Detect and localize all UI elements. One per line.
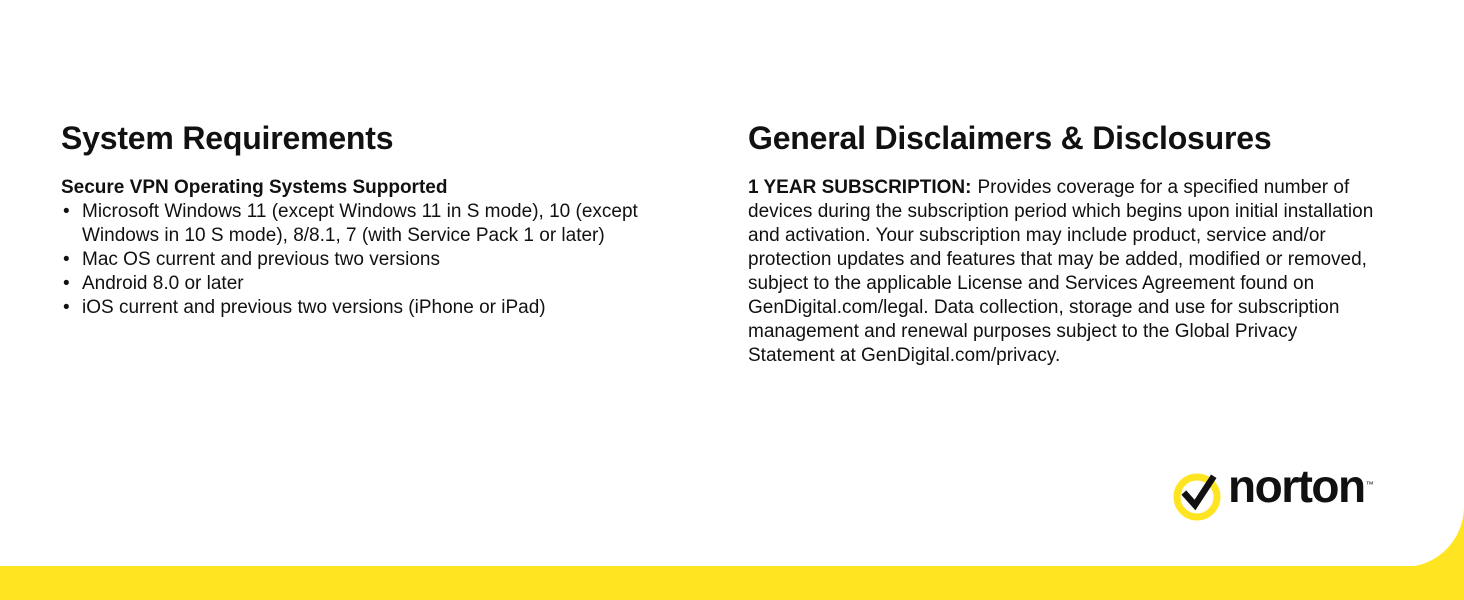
bullet: •	[63, 201, 70, 222]
bullet: •	[63, 297, 70, 318]
checkmark-circle-icon	[1172, 471, 1222, 521]
list-item-text: Android 8.0 or later	[82, 273, 244, 294]
logo-text: norton	[1228, 460, 1365, 512]
disclaimers-heading: General Disclaimers & Disclosures	[748, 120, 1272, 156]
system-requirements-section	[61, 118, 711, 320]
bullet: •	[63, 249, 70, 270]
list-item-text: Mac OS current and previous two versions	[82, 249, 440, 270]
list-item	[61, 248, 711, 272]
trademark-symbol: ™	[1365, 480, 1374, 489]
list-item	[61, 272, 711, 296]
yellow-corner-curve	[1404, 506, 1464, 567]
list-item-text: Microsoft Windows 11 (except Windows 11 in S mode), 10 (except Windows in 10 S mode), 8/8.1, 7 (with Service Pack 1 or later)	[82, 201, 638, 246]
logo-wordmark	[1228, 460, 1374, 526]
os-requirements-list	[61, 200, 711, 320]
subscription-disclaimer	[748, 176, 1388, 368]
bullet: •	[63, 273, 70, 294]
vpn-os-subheading: Secure VPN Operating Systems Supported	[61, 177, 448, 198]
norton-logo	[1172, 460, 1374, 522]
subscription-body: Provides coverage for a specified number of devices during the subscription period which begins upon initial installation and activation. Your subscription may include product, service and/or protection updates and features that may be added, modified or removed, subject to the applicable License and Services Agreement found on GenDigital.com/legal. Data collection, storage and use for subscription management and renewal purposes subject to the Global Privacy Statement at GenDigital.com/privacy.	[748, 177, 1374, 366]
disclaimers-section	[748, 118, 1398, 387]
system-requirements-heading: System Requirements	[61, 120, 394, 156]
subscription-lead: 1 YEAR SUBSCRIPTION:	[748, 177, 972, 198]
list-item	[61, 200, 711, 248]
list-item-text: iOS current and previous two versions (iPhone or iPad)	[82, 297, 546, 318]
list-item	[61, 296, 711, 320]
yellow-footer-band	[0, 566, 1464, 600]
